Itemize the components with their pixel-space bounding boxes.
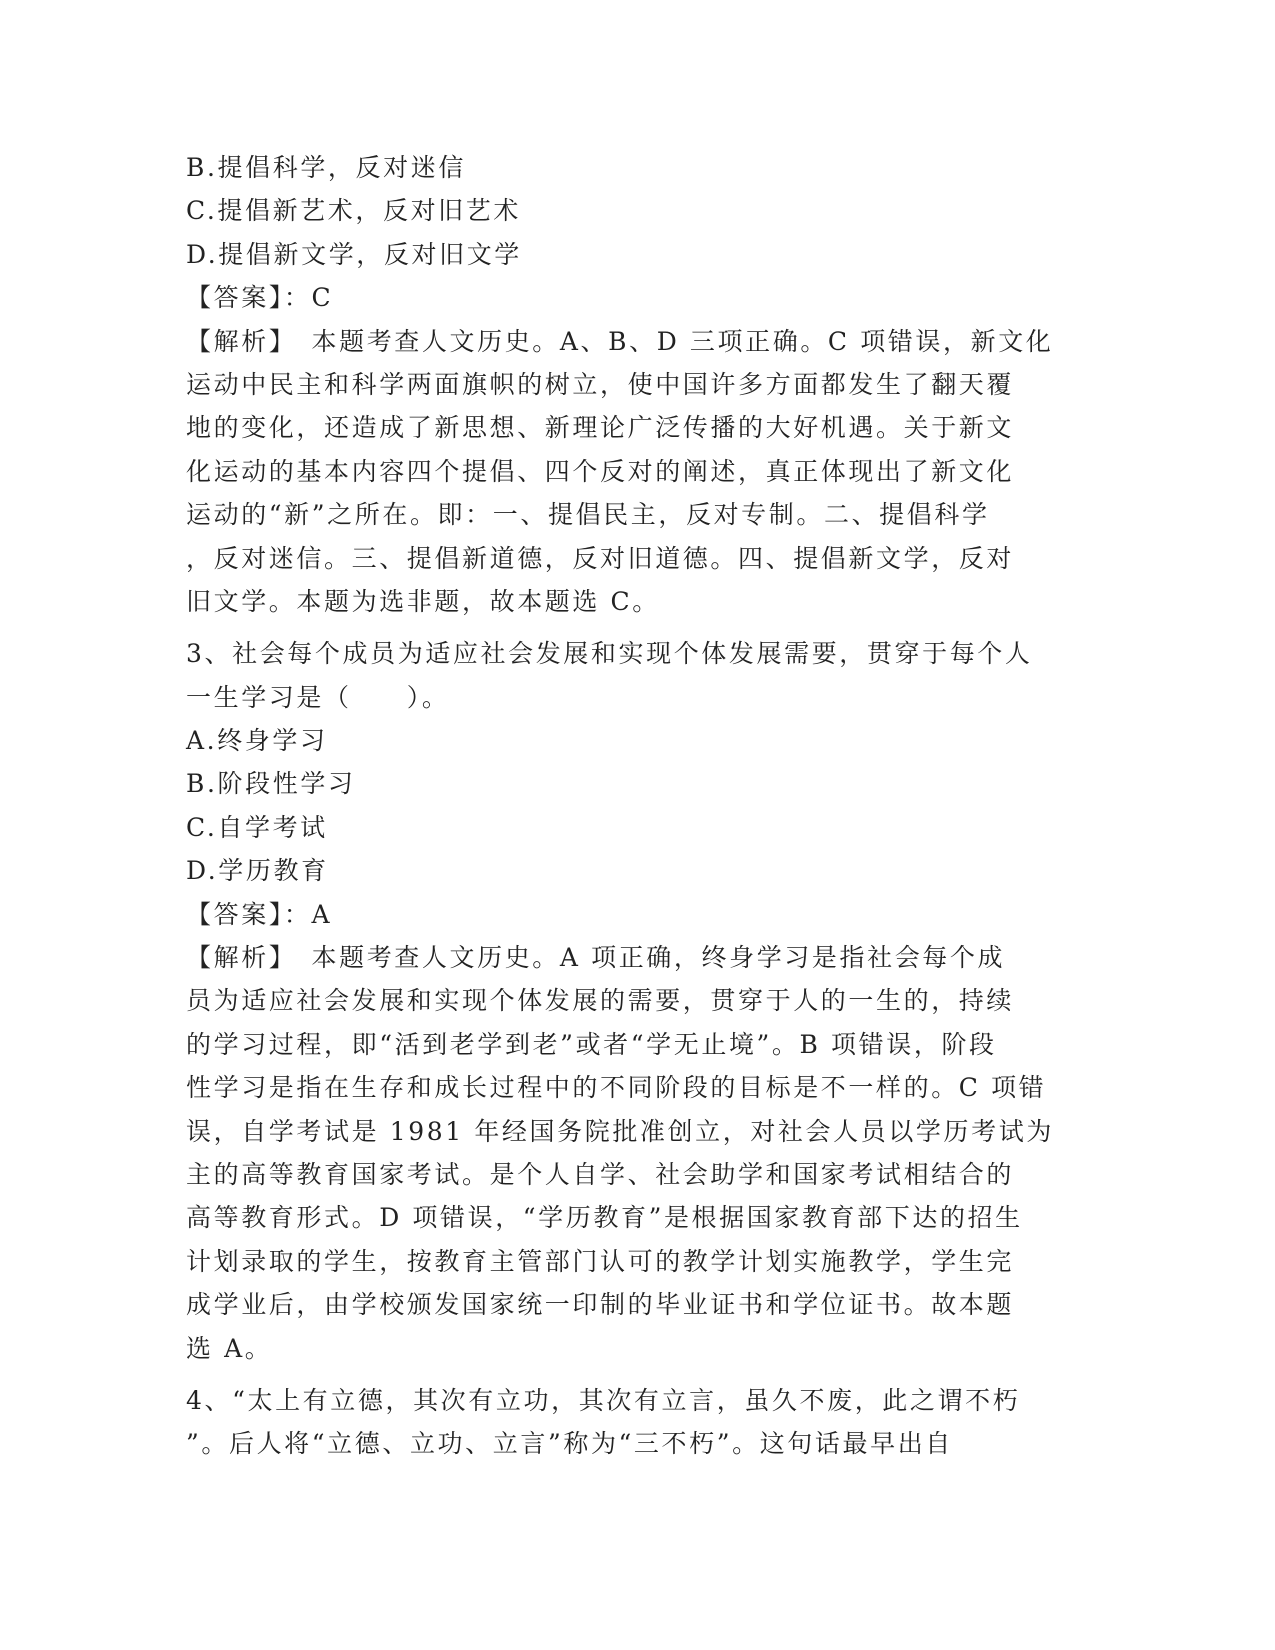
analysis-line: 员为适应社会发展和实现个体发展的需要，贯穿于人的一生的，持续 <box>186 986 1015 1016</box>
page-content <box>186 146 1086 1466</box>
analysis-line: 误，自学考试是 1981 年经国务院批准创立，对社会人员以学历考试为 <box>186 1116 1054 1146</box>
option-a: A.终身学习 <box>186 726 328 756</box>
analysis-line: 计划录取的学生，按教育主管部门认可的教学计划实施教学，学生完 <box>186 1246 1015 1276</box>
analysis-line: 运动中民主和科学两面旗帜的树立，使中国许多方面都发生了翻天覆 <box>186 369 1015 399</box>
option-c: C.自学考试 <box>186 812 328 842</box>
option-b: B.提倡科学，反对迷信 <box>186 153 466 182</box>
analysis-line: 选 A。 <box>186 1333 273 1363</box>
question-3 <box>186 632 1086 1370</box>
analysis-line: 【解析】 本题考查人文历史。A 项正确，终身学习是指社会每个成 <box>186 943 1006 973</box>
question-stem <box>186 1379 1086 1466</box>
analysis-line: 主的高等教育国家考试。是个人自学、社会助学和国家考试相结合的 <box>186 1159 1015 1189</box>
analysis-line: 化运动的基本内容四个提倡、四个反对的阐述，真正体现出了新文化 <box>186 456 1015 486</box>
answer-line: 【答案】：A <box>186 899 333 929</box>
analysis-block <box>186 320 1086 624</box>
option-c: C.提倡新艺术，反对旧艺术 <box>186 196 521 226</box>
analysis-block <box>186 936 1086 1370</box>
analysis-line: ，反对迷信。三、提倡新道德，反对旧道德。四、提倡新文学，反对 <box>186 543 1015 573</box>
stem-line: 4、“太上有立德，其次有立功，其次有立言，虽久不废，此之谓不朽 <box>186 1385 1021 1415</box>
analysis-line: 成学业后，由学校颁发国家统一印制的毕业证书和学位证书。故本题 <box>186 1290 1015 1320</box>
analysis-line: 【解析】 本题考查人文历史。A、B、D 三项正确。C 项错误，新文化 <box>186 326 1054 356</box>
analysis-line: 旧文学。本题为选非题，故本题选 C。 <box>186 586 660 616</box>
analysis-line: 的学习过程，即“活到老学到老”或者“学无止境”。B 项错误，阶段 <box>186 1029 997 1059</box>
question-2-continued <box>186 146 1086 623</box>
analysis-line: 高等教育形式。D 项错误，“学历教育”是根据国家教育部下达的招生 <box>186 1203 1023 1233</box>
option-d: D.提倡新文学，反对旧文学 <box>186 239 522 269</box>
option-d: D.学历教育 <box>186 856 329 886</box>
option-b: B.阶段性学习 <box>186 769 356 799</box>
answer-line: 【答案】：C <box>186 283 334 313</box>
analysis-line: 地的变化，还造成了新思想、新理论广泛传播的大好机遇。关于新文 <box>186 413 1015 443</box>
analysis-line: 运动的“新”之所在。即：一、提倡民主，反对专制。二、提倡科学 <box>186 500 990 530</box>
stem-line: ”。后人将“立德、立功、立言”称为“三不朽”。这句话最早出自 <box>186 1429 953 1459</box>
analysis-line: 性学习是指在生存和成长过程中的不同阶段的目标是不一样的。C 项错 <box>186 1073 1047 1103</box>
stem-line: 3、社会每个成员为适应社会发展和实现个体发展需要，贯穿于每个人 <box>186 639 1033 669</box>
stem-line: 一生学习是（ ）。 <box>186 682 450 712</box>
question-stem <box>186 632 1086 719</box>
question-4 <box>186 1379 1086 1466</box>
